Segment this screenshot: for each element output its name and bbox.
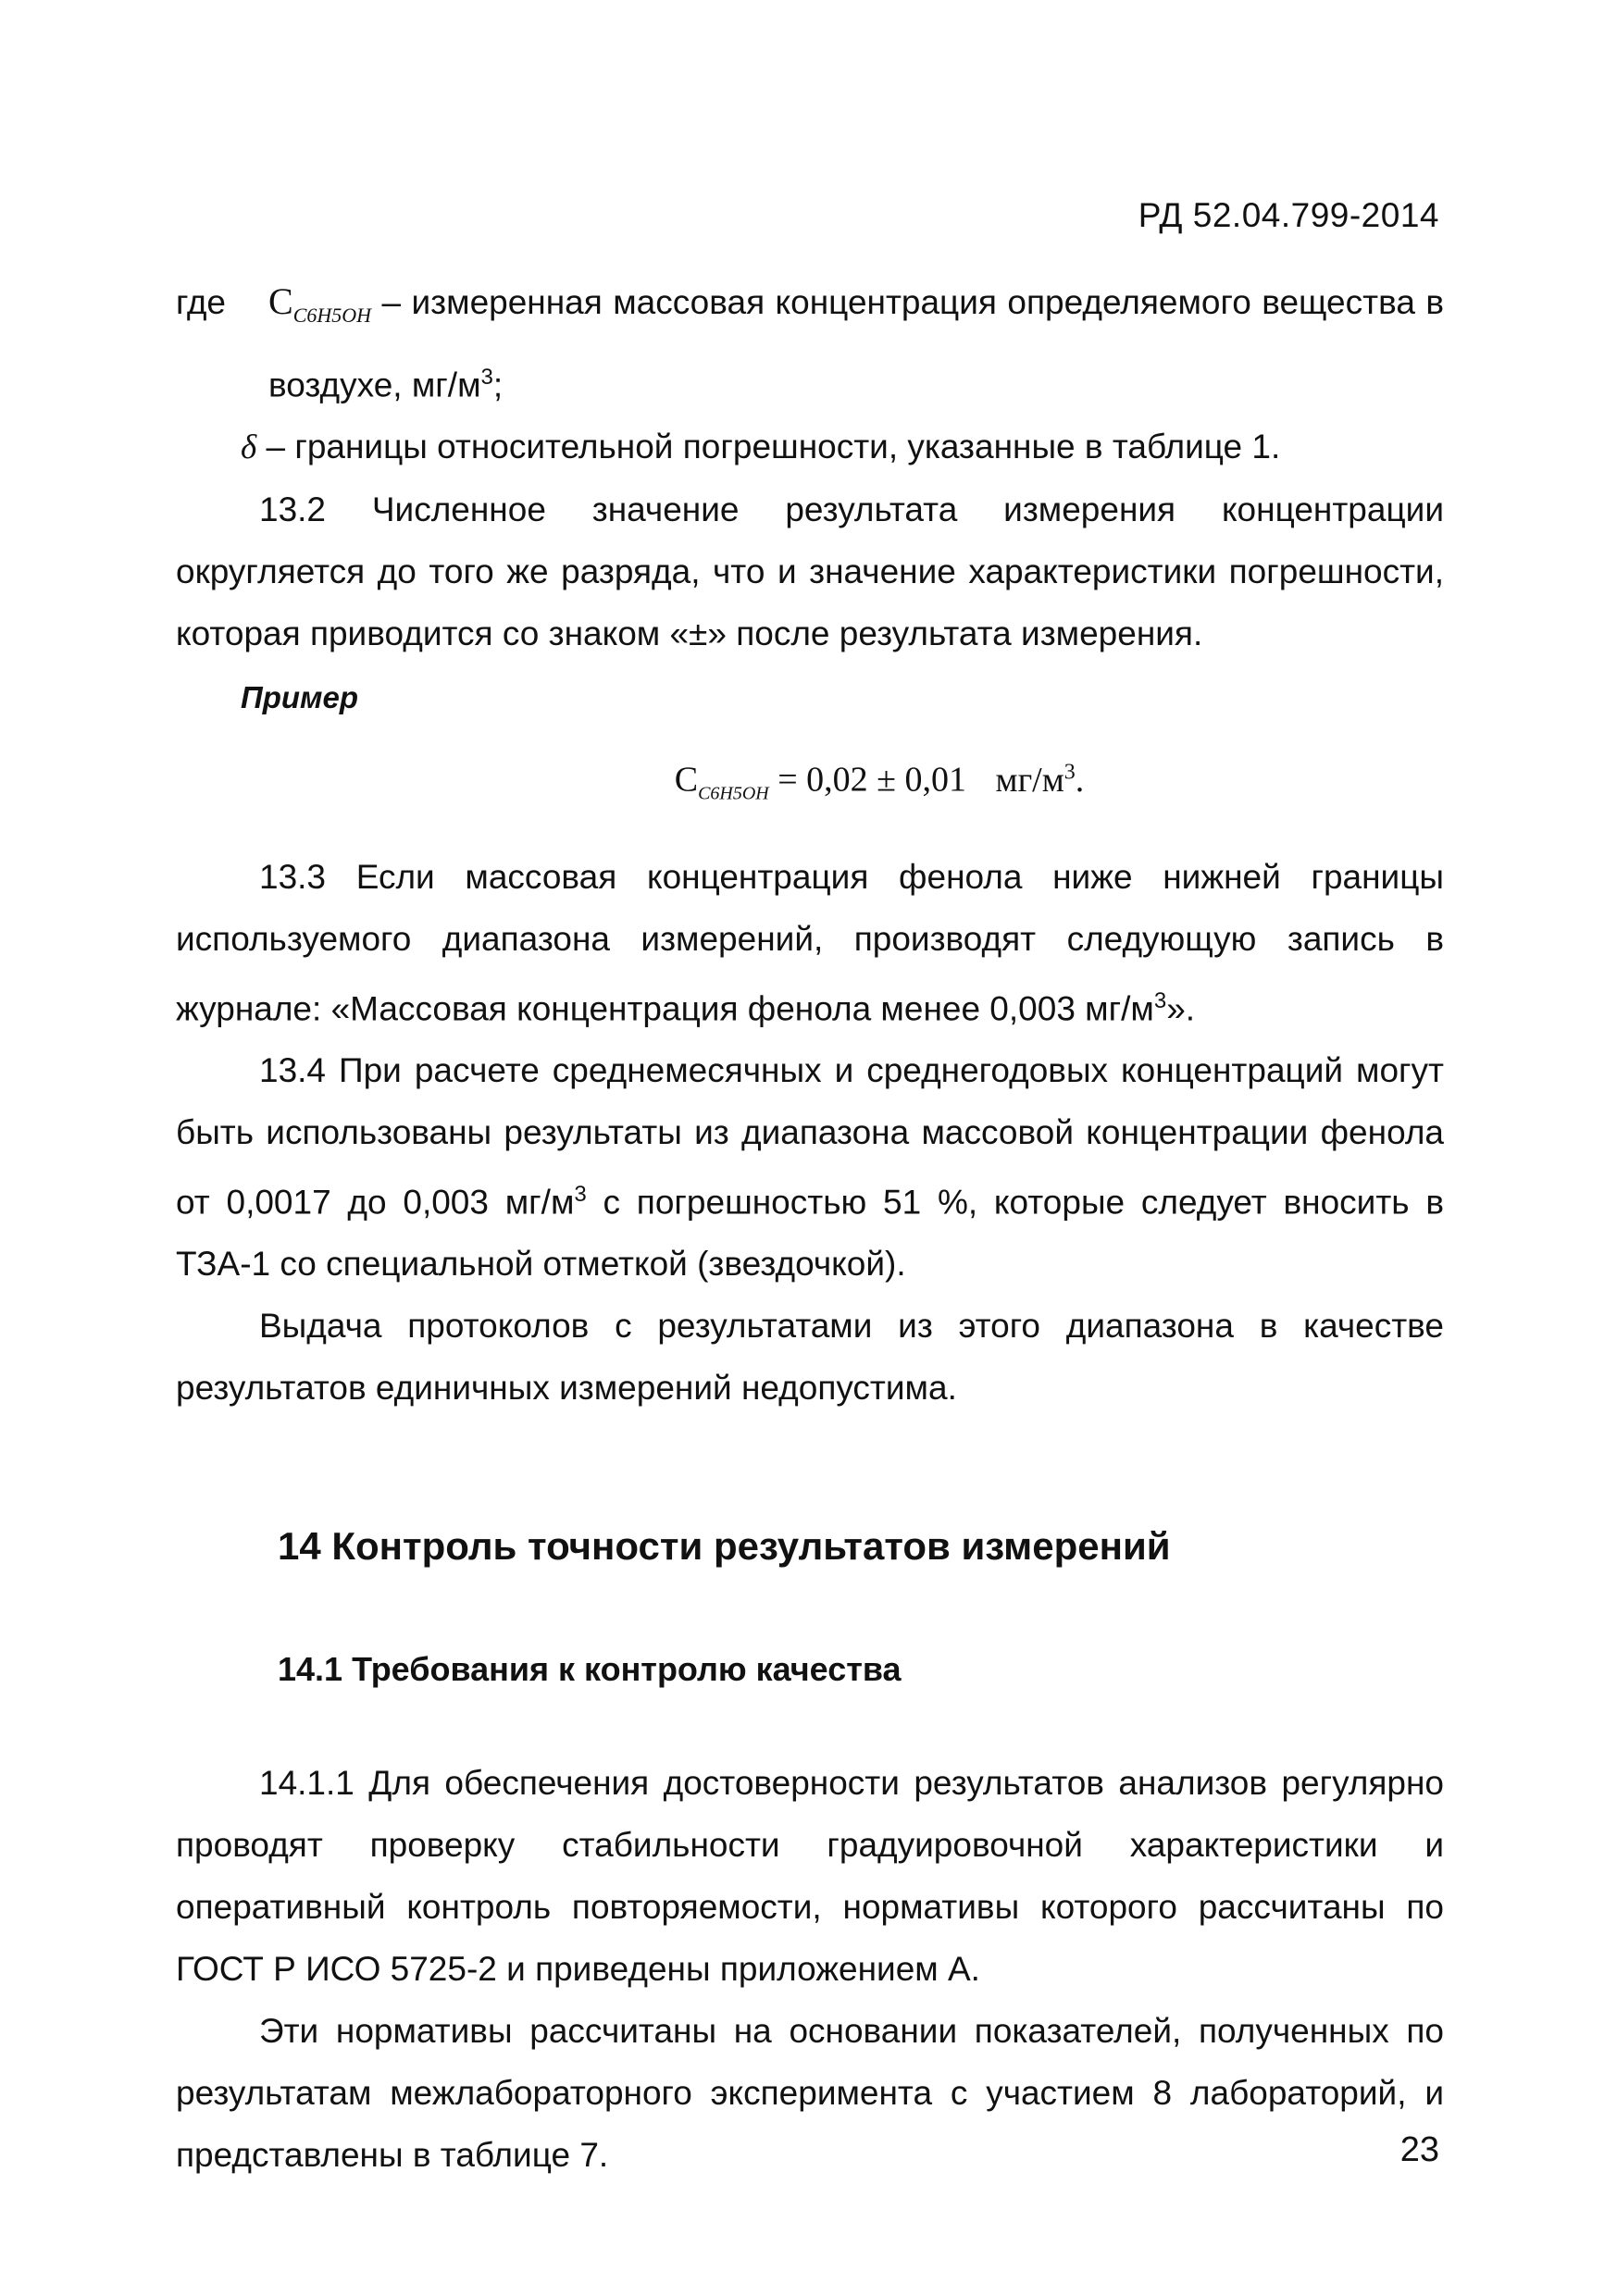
delta-definition <box>176 416 1444 478</box>
paragraph-13-4 <box>176 1039 1444 1295</box>
formula-symbol: C <box>674 760 699 800</box>
paragraph-13-3 <box>176 846 1444 1039</box>
definition-end: ; <box>492 366 504 404</box>
example-formula <box>176 741 1444 825</box>
section-14-heading: 14 Контроль точности результатов измерений <box>278 1524 1171 1569</box>
where-clause <box>176 270 1444 416</box>
concentration-symbol <box>268 280 372 327</box>
norms-paragraph: Эти нормативы рассчитаны на основании показателей, полученных по результатам межлабораторного эксперимента с участием 8 лабораторий, и представлены в таблице 7. <box>176 2012 1444 2175</box>
definition-text: – измеренная массовая концентрация определяемого вещества в воздухе, мг/м <box>268 283 1445 404</box>
paragraph-13-2: 13.2 Численное значение результата измерения концентрации округляется до того же разряда, что и значение характеристики погрешности, которая приводится со знаком «±» после результата измерения. <box>176 490 1444 653</box>
document-code: РД 52.04.799-2014 <box>1138 196 1439 234</box>
paragraph-13-3-text: 13.3 Если массовая концентрация фенола ниже нижней границы используемого диапазона измерений, производят следующую запись в журнале: «Массовая концентрация фенола менее 0,003 мг/м <box>176 857 1444 1027</box>
paragraph-13-3-tail: ». <box>1166 988 1196 1027</box>
paragraph-14-1-1: 14.1.1 Для обеспечения достоверности результатов анализов регулярно проводят проверку стабильности градуировочной характеристики и оперативный контроль повторяемости, нормативы которого рассчитаны по ГОСТ Р ИСО 5725-2 и приведены приложением А. <box>176 1764 1444 1989</box>
formula-subscript: C6H5OH <box>698 783 769 804</box>
paragraph-13-4-part2: с погрешностью 51 %, которые следует вносить в ТЗА-1 со специальной отметкой (звездочкой). <box>176 1183 1444 1284</box>
protocols-paragraph: Выдача протоколов с результатами из этого диапазона в качестве результатов единичных измерений недопустима. <box>176 1307 1444 1408</box>
superscript: 3 <box>1153 987 1167 1013</box>
paragraph-13-4-part1: 13.4 При расчете среднемесячных и среднегодовых концентраций могут быть использованы результаты из диапазона массовой концентрации фенола от 0,0017 до 0,003 мг/м <box>176 1050 1444 1222</box>
superscript: 3 <box>574 1181 587 1207</box>
delta-text: – границы относительной погрешности, указанные в таблице 1. <box>266 428 1281 466</box>
section-14-1-heading: 14.1 Требования к контролю качества <box>278 1650 902 1689</box>
superscript: 3 <box>480 365 493 390</box>
formula-unit: $мг/м^3$. <box>995 760 1085 800</box>
delta-symbol: δ <box>241 428 257 467</box>
symbol-subscript: C6H5OH <box>292 304 372 327</box>
page-number: 23 <box>1399 2130 1439 2169</box>
formula-value: = 0,02 ± 0,01 <box>777 760 967 800</box>
page-body <box>176 270 1444 2186</box>
where-definition-line <box>268 270 1444 416</box>
symbol-main: C <box>268 280 293 322</box>
formula-unit-text: мг/м <box>995 760 1064 800</box>
example-label: Пример <box>241 680 358 715</box>
where-word: где <box>176 283 227 321</box>
formula-unit-power: 3 <box>1063 760 1076 785</box>
